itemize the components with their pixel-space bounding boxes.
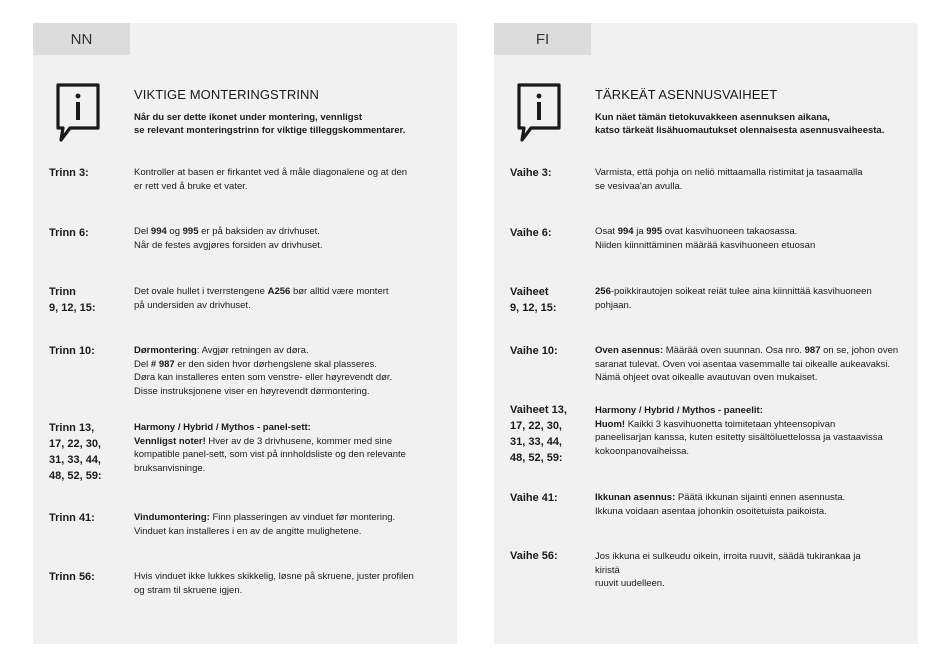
step-label: Vaihe 6:: [510, 227, 552, 239]
language-tab-nn: NN: [33, 23, 130, 55]
step-text: Harmony / Hybrid / Mythos - paneelit: Huom! Kaikki 3 kasvihuonetta toimitetaan yhteensopivan paneelisarjan kanssa, kuten esitetty sisältöluettelossa ja vastaavissa kokoonpanovaiheissa.: [595, 405, 883, 457]
step-label: Vaihe 56:: [510, 550, 558, 562]
info-icon: [53, 82, 103, 158]
step-text: Harmony / Hybrid / Mythos - panel-sett: Vennligst noter! Hver av de 3 drivhusene, kommer med sine kompatible panel-sett, som vist på innholdsliste og den relevante bruksanvisninge.: [134, 422, 406, 474]
info-icon: [514, 82, 564, 158]
step-text: 256-poikkirautojen soikeat reiät tulee aina kiinnittää kasvihuoneen pohjaan.: [595, 286, 872, 311]
section-heading: VIKTIGE MONTERINGSTRINN: [134, 87, 320, 102]
step-label: Trinn 41:: [49, 512, 95, 524]
step-label: Trinn 6:: [49, 227, 89, 239]
step-label: Trinn 3:: [49, 167, 89, 179]
step-text: Osat 994 ja 995 ovat kasvihuoneen takaosassa. Niiden kiinnittäminen määrää kasvihuoneen etuosan: [595, 226, 816, 251]
step-text: Varmista, että pohja on neliö mittaamalla ristimitat ja tasaamalla se vesivaa'an avulla.: [595, 167, 863, 192]
step-text: Del 994 og 995 er på baksiden av drivhuset. Når de festes avgjøres forsiden av drivhuset.: [134, 226, 323, 251]
language-tab-fi: FI: [494, 23, 591, 55]
step-label: Vaihe 41:: [510, 492, 558, 504]
step-label: Vaiheet 13, 17, 22, 30, 31, 33, 44, 48, 52, 59:: [510, 404, 567, 464]
step-text: Vindumontering: Finn plasseringen av vinduet før montering. Vinduet kan installeres i en av de angitte mulighetene.: [134, 512, 396, 537]
step-text: Det ovale hullet i tverrstengene A256 bør alltid være montert på undersiden av drivhuset.: [134, 286, 389, 311]
step-label: Vaihe 10:: [510, 345, 558, 357]
step-label: Trinn 56:: [49, 571, 95, 583]
panel-fi: [494, 23, 918, 644]
step-text: Jos ikkuna ei sulkeudu oikein, irroita ruuvit, säädä tukirankaa ja kiristä ruuvit uudelleen.: [595, 551, 861, 589]
panel-nn: [33, 23, 457, 644]
step-text: Oven asennus: Määrää oven suunnan. Osa nro. 987 on se, johon oven saranat tulevat. Oven voi asentaa vasemmalle tai oikealle aukeavaksi. Nämä ohjeet ovat oikealle avautuvan oven mukaiset.: [595, 345, 899, 383]
step-text: Hvis vinduet ikke lukkes skikkelig, løsne på skruene, juster profilen og stram til skruene igjen.: [134, 571, 414, 596]
intro-text: Kun näet tämän tietokuvakkeen asennuksen aikana, katso tärkeät lisähuomautukset olennaisesta asennusvaiheesta.: [595, 112, 885, 136]
step-text: Kontroller at basen er firkantet ved å måle diagonalene og at den er rett ved å bruke et vater.: [134, 167, 408, 192]
step-label: Vaihe 3:: [510, 167, 552, 179]
step-label: Trinn 10:: [49, 345, 95, 357]
section-heading: TÄRKEÄT ASENNUSVAIHEET: [595, 87, 778, 102]
step-label: Trinn 9, 12, 15:: [49, 286, 96, 314]
step-text: Ikkunan asennus: Päätä ikkunan sijainti ennen asennusta. Ikkuna voidaan asentaa johonkin osoitetuista paikoista.: [595, 492, 846, 517]
intro-text: Når du ser dette ikonet under montering, vennligst se relevant monteringstrinn for viktige tilleggskommentarer.: [134, 112, 406, 136]
step-text: Dørmontering: Avgjør retningen av døra. Del # 987 er den siden hvor dørhengslene skal plasseres. Døra kan installeres enten som venstre- eller høyrevendt dør. Disse instruksjonene viser en høyrevendt dørmontering.: [134, 345, 393, 397]
step-label: Trinn 13, 17, 22, 30, 31, 33, 44, 48, 52, 59:: [49, 422, 102, 482]
step-label: Vaiheet 9, 12, 15:: [510, 286, 557, 314]
